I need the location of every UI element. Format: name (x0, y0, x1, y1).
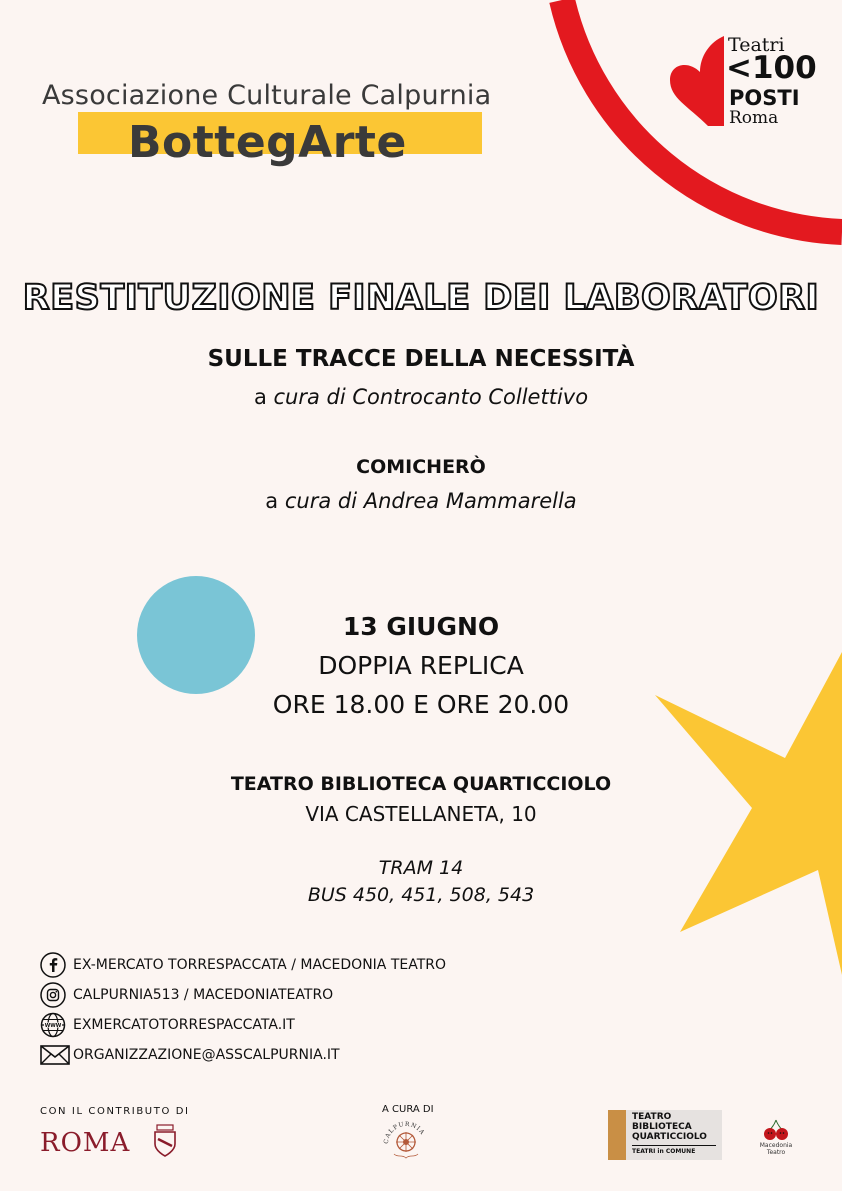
venue-name: TEATRO BIBLIOTECA QUARTICCIOLO (230, 773, 612, 795)
facebook-icon (40, 952, 66, 978)
contact-facebook[interactable] (40, 952, 446, 978)
lab-1-title: SULLE TRACCE DELLA NECESSITÀ (207, 346, 635, 372)
globe-icon (40, 1012, 66, 1038)
contribution-label: CON IL CONTRIBUTO DI (40, 1106, 190, 1117)
brand-title: BottegArte (128, 117, 407, 168)
contact-facebook-text: EX-MERCATO TORRESPACCATA / MACEDONIA TEATRO (73, 957, 447, 973)
logo-line-teatri: Teatri (728, 34, 785, 56)
macedonia-teatro-label (758, 1142, 794, 1156)
main-title: RESTITUZIONE FINALE DEI LABORATORI (22, 278, 820, 318)
macedonia-line-2: Teatro (766, 1149, 786, 1156)
bus-info: BUS 450, 451, 508, 543 (307, 884, 535, 906)
contact-email-text: ORGANIZZAZIONE@ASSCALPURNIA.IT (73, 1047, 340, 1063)
lab-2-curator-prefix: a (265, 489, 285, 513)
lab-2-curator-name: cura di Andrea Mammarella (284, 489, 577, 513)
contact-email[interactable] (40, 1042, 340, 1068)
contact-instagram[interactable] (40, 982, 333, 1008)
macedonia-line-1: Macedonia (759, 1142, 793, 1149)
acura-label: A CURA DI (382, 1104, 434, 1115)
tram-info: TRAM 14 (378, 857, 464, 879)
lab-2-curator (0, 489, 842, 513)
logo-line-100: <100 (726, 50, 817, 86)
tbq-divider (632, 1145, 716, 1146)
instagram-icon (40, 982, 66, 1008)
tbq-line-4: TEATRI in COMUNE (632, 1148, 696, 1155)
lab-1-curator-prefix: a (253, 385, 274, 409)
calpurnia-logo-text: CALPURNIA (382, 1120, 427, 1145)
venue-address: VIA CASTELLANETA, 10 (305, 802, 537, 826)
logo-line-roma: Roma (729, 108, 779, 128)
roma-shield-icon (152, 1124, 178, 1158)
lab-1-curator (0, 385, 842, 409)
logo-line-posti: POSTI (729, 86, 800, 110)
contact-website[interactable] (40, 1012, 295, 1038)
tbq-line-1: TEATRO (632, 1112, 672, 1122)
svg-text:WWW: WWW (44, 1023, 62, 1029)
contact-instagram-text: CALPURNIA513 / MACEDONIATEATRO (73, 987, 334, 1003)
roma-logo-text: ROMA (40, 1128, 131, 1158)
lab-1-curator-name: cura di Controcanto Collettivo (273, 385, 589, 409)
calpurnia-logo (380, 1118, 432, 1166)
tbq-line-3: QUARTICCIOLO (632, 1132, 707, 1142)
lab-2-title: COMICHERÒ (356, 456, 486, 478)
event-replica: DOPPIA REPLICA (318, 651, 524, 680)
contact-website-text: EXMERCATOTORRESPACCATA.IT (73, 1017, 295, 1033)
macedonia-teatro-logo-icon (762, 1118, 790, 1142)
mail-icon (40, 1042, 70, 1068)
event-times: ORE 18.00 E ORE 20.00 (272, 690, 570, 719)
heart-icon (668, 36, 726, 128)
event-date: 13 GIUGNO (342, 612, 500, 641)
tbq-line-2: BIBLIOTECA (632, 1122, 692, 1132)
teatro-biblioteca-logo (608, 1110, 722, 1160)
tbq-logo-bar (608, 1110, 626, 1160)
teatri-100-posti-logo (668, 30, 828, 130)
association-name: Associazione Culturale Calpurnia (42, 80, 492, 111)
